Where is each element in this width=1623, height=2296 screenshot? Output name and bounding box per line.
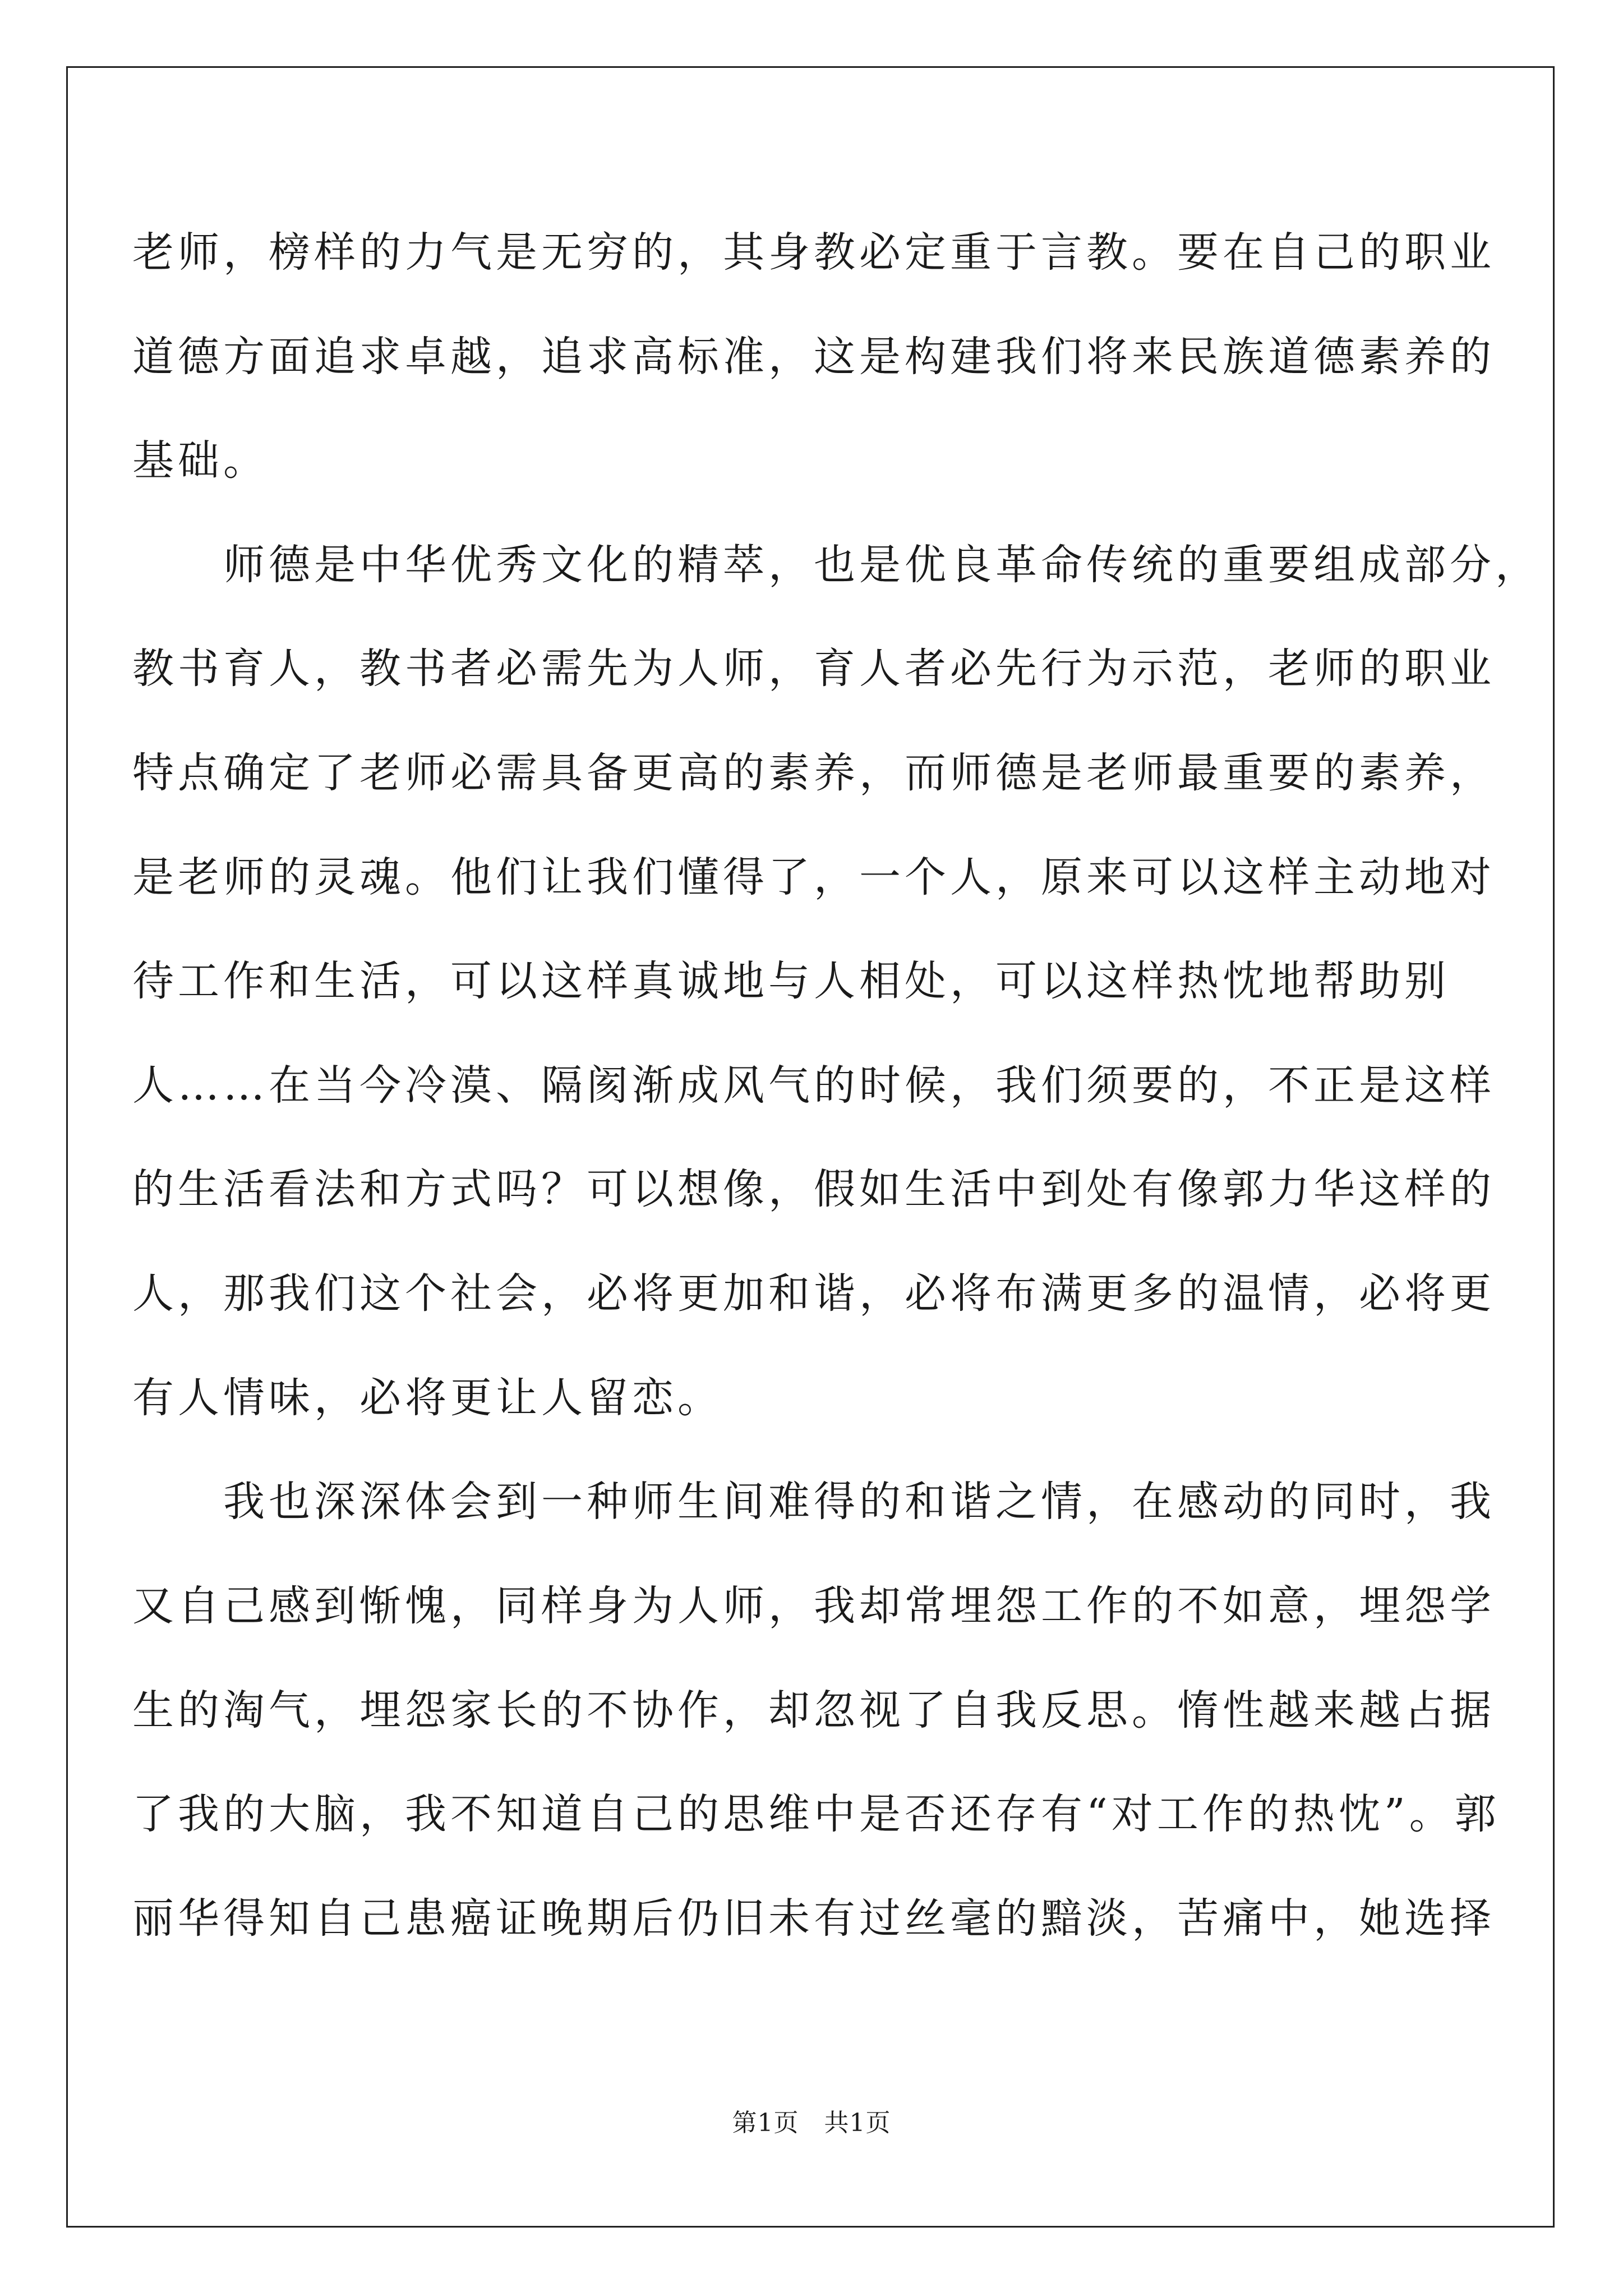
- text-line: 有人情味，必将更让人留恋。: [132, 1374, 723, 1422]
- paragraph-start-line: 师德是中华优秀文化的精萃，也是优良革命传统的重要组成部分，: [132, 541, 1541, 589]
- text-line: 人……在当今冷漠、隔阂渐成风气的时候，我们须要的，不正是这样: [132, 1061, 1495, 1110]
- text-line: 是老师的灵魂。他们让我们懂得了，一个人，原来可以这样主动地对: [132, 853, 1495, 901]
- text-line: 的生活看法和方式吗？可以想像，假如生活中到处有像郭力华这样的: [132, 1165, 1495, 1213]
- paragraph-start-line: 我也深深体会到一种师生间难得的和谐之情，在感动的同时，我: [132, 1478, 1495, 1526]
- page-number-footer: 第1页 共1页: [732, 2109, 891, 2137]
- text-line: 道德方面追求卓越，追求高标准，这是构建我们将来民族道德素养的: [132, 333, 1495, 381]
- text-line: 教书育人，教书者必需先为人师，育人者必先行为示范，老师的职业: [132, 645, 1495, 693]
- text-line: 基础。: [132, 436, 269, 485]
- text-line: 又自己感到惭愧，同样身为人师，我却常埋怨工作的不如意，埋怨学: [132, 1582, 1495, 1630]
- text-line: 老师，榜样的力气是无穷的，其身教必定重于言教。要在自己的职业: [132, 228, 1495, 277]
- text-line: 特点确定了老师必需具备更高的素养，而师德是老师最重要的素养，: [132, 749, 1495, 797]
- text-line: 待工作和生活，可以这样真诚地与人相处，可以这样热忱地帮助别: [132, 957, 1450, 1005]
- text-line: 人，那我们这个社会，必将更加和谐，必将布满更多的温情，必将更: [132, 1269, 1495, 1318]
- text-line: 丽华得知自己患癌证晚期后仍旧未有过丝毫的黯淡，苦痛中，她选择: [132, 1894, 1495, 1943]
- text-line: 生的淘气，埋怨家长的不协作，却忽视了自我反思。惰性越来越占据: [132, 1686, 1495, 1734]
- text-line: 了我的大脑，我不知道自己的思维中是否还存有“对工作的热忱”。郭: [132, 1790, 1500, 1838]
